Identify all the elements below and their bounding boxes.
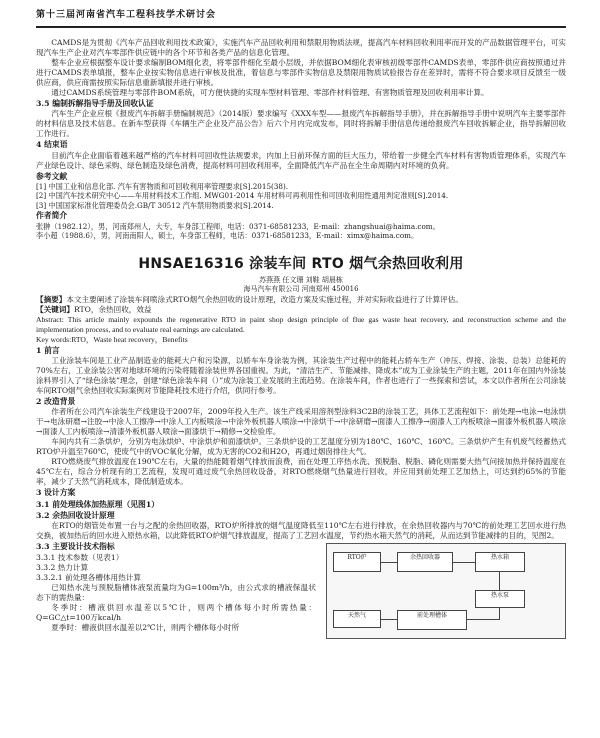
tank-box: 热水箱 (475, 552, 525, 572)
connector-line (467, 619, 499, 620)
running-header: 第十三届河南省汽车工程科技学术研讨会 (36, 0, 566, 28)
connector-line (499, 572, 500, 590)
author-bio-heading: 作者简介 (36, 211, 68, 221)
figure-diagram (326, 543, 566, 639)
abstract-text: 本文主要阐述了涂装车间喷涂式RTO烟气余热回收的设计原理，改造方案及实施过程，并对实际收益进行了计算评估。 (66, 294, 463, 304)
author-bio: 李小超（1988.6），男，河南南阳人，硕士，车身部工程师，电话：0371-68581233，E-mail：ximx@haima.com。 (36, 231, 419, 241)
section-heading: 3 设计方案 (36, 488, 76, 498)
section-heading: 2 改造背景 (36, 397, 76, 407)
subsection-heading: 3.2 余热回收设计原理 (36, 511, 115, 520)
paragraph: RTO燃烧废气排放温度在190℃左右，大量的热能随着烟气排放而浪费，而在处理工序热水洗、预脱脂、脱脂、磷化则需要大热气问接加热并保持温度在45℃左右，综合分析现有的工艺流程，发现可通过废气余热回收设备，对RTO燃烧烟气热量进行回收，并应用到前处理工艺加热上，可达到约65%的节能率，减少了天然气消耗成本，降低制造成本。 (36, 457, 566, 487)
bottom-text-column (36, 541, 316, 639)
paragraph: 整车企业应根据整车设计要求编制BOM细化表，将零部件细化至最小层级，并依据BOM细化表审核初级零部件CAMDS表单，零部件供应商按照通过并进行CAMDS表单填报，整车企业按实物信息进行审核及批准，着信息与零部件实物信息及禁限用物质试验报告存在差异时，需将不符合要求项目反馈至一级供应商，供应商需按照实际信息重新填报并进行审核。 (36, 57, 566, 87)
reference-item: [3] 中国国家标准化管理委员会.GB/T 30512 汽车禁用物质要求[S].2014. (36, 200, 274, 210)
paragraph: 目前汽车企业面临着越来越严格的汽车材料可回收性法规要求，内加上日前环保方面的巨大压力，带给着一步健全汽车材料有害物质管理体系，实现汽车产业绿色设计、绿色采购、绿色制造及绿色消费，提高材料可回收利用率，全面降低汽车产品在全生命周期内对环境的负荷。 (36, 150, 566, 170)
paragraph: CAMDS是为贯彻《汽车产品回收利用技术政策》，实施汽车产品回收利用和禁限用物质法规，提高汽车材料回收利用率而开发的产品数据管理平台，可实现汽车生产企业对汽车零部件供应链中的各个环节和各类产品的信息化管理。 (36, 37, 566, 57)
paragraph: 冬季时：槽液供回水温差以5℃计，则两个槽体每小时所需热量：Q=GC△t=100万kcal/h (36, 602, 316, 622)
section-heading: 4 结束语 (36, 140, 68, 150)
paragraph: 车间内共有二条烘炉，分别为电泳烘炉、中涂烘炉和面漆烘炉。三条烘炉设的工艺温度分别为180℃、160℃、160℃。三条烘炉产生有机废气经蓄热式RTO炉升温至760℃，使废气中的VOC氧化分解，成为无害的CO2和H2O，再通过烟囱排往大气。 (36, 437, 566, 457)
connector-line (499, 608, 500, 620)
pump-box: 热水泵 (475, 590, 525, 608)
subsection-heading: 3.3 主要设计技术指标 (36, 542, 115, 552)
section-heading: 3.5 编制拆解指导手册及回收认证 (36, 98, 154, 108)
abstract-label: 【摘要】 (36, 294, 67, 304)
recovery-box: 余热回收器 (397, 552, 453, 572)
paragraph: 工业涂装车间是工业产品制造业的能耗大户和污染源，以轿车车身涂装为例，其涂装生产过程中的能耗占轿车生产（冲压、焊接、涂装、总装）总能耗的70%左右，工业涂装公害对地球环境的污染将随着涂装世界各国重视。为此，“清洁生产、节能减排、降成本”成为工业涂装生产的主题，2011年在国内外涂装涂料界引入了“绿色涂装”理念，创建“绿色涂装车间（）”成为涂装工业发展的主流趋势。在涂装车间，作者也进行了一些探索和尝试，本文以作者所在公司涂装车间RTO烟气余热回收实际案例对节能降耗技术进行介绍，供同行参考。 (36, 355, 566, 396)
english-keywords: Key words:RTO，Waste heat recovery，Benefits (36, 334, 188, 344)
gas-box: 天然气 (333, 610, 381, 628)
subsection-heading: 3.3.2.1 前处理各槽体用热计算 (36, 572, 141, 582)
keywords-label: 【关键词】 (36, 304, 74, 314)
connector-line (381, 619, 397, 620)
paragraph: 夏季时：槽液供回水温差以2℃计，则两个槽体每小时所 (51, 622, 240, 632)
keywords-text: RTO，余热回收，效益 (73, 304, 152, 314)
reference-item: [2] 中国汽车技术研究中心——车用材料技术工作组. MWG01-2014 车用材料可再利用性和可回收利用性通用判定准则[S].2014. (36, 191, 449, 201)
connector-line (381, 562, 397, 563)
rto-box: RTO炉 (333, 552, 381, 572)
subsection-heading: 3.3.2 热力计算 (36, 562, 89, 572)
paragraph: 已知热水洗与预脱脂槽体液泵流量均为G=100m³/h，由公式求的槽液保温状态下的需热量： (36, 582, 316, 602)
subsection-heading: 3.1 前处理线体加热原理（见图1） (36, 499, 160, 509)
paragraph: 在RTO的烟管处布置一台与之配的余热回收器，RTO炉所排放的烟气温度降低至110℃左右进行排放，在余热回收器内与70℃的前处理工艺回水进行热交换，被加热后的回水进入原热水箱，以此降低RTO炉烟气排放温度，提高了工艺回水温度，节约热水箱天然气的消耗，从而达到节能减排的目的，见图2。 (36, 521, 566, 541)
connector-line (453, 562, 475, 563)
pretreat-box: 前处理槽体 (397, 610, 467, 630)
references-heading: 参考文献 (36, 171, 68, 181)
article-authors: 苏燕燕 任文珊 刘鞋 胡晨栋 (259, 276, 343, 285)
paragraph: 作者所在公司汽车涂装生产线建设于2007年，2009年投入生产。该生产线采用溶剂型涂料3C2B的涂装工艺，具体工艺流程如下：前处理→电泳→电泳烘干→电泳研磨→注胶→中涂人工擦净→中涂人工内板喷涂→中涂外板机器人喷涂→中涂烘干→中涂研磨→面漆人工擦净→面漆人工内板喷涂→面漆外板机器人喷涂→面漆人工内板喷涂→清漆外板机器人喷涂→面漆烘干→精修→交检验库。 (36, 407, 566, 437)
subsection-heading: 3.3.1 技术参数（见表1） (36, 552, 124, 562)
keywords (36, 305, 566, 315)
reference-item: [1] 中国工业和信息化部. 汽车有害物质和可回收利用率管理要求[S].2015(38). (36, 181, 289, 191)
paragraph: 通过CAMDS系统管理与零部件BOM系统，可方便快捷的实现车型材料管理、零部件材料管理、有害物质管理及回收利用率计算。 (51, 87, 489, 97)
bottom-row (36, 541, 566, 639)
paragraph: 汽车生产企业应根《报废汽车拆解手册编制规范》（2014版）要求编写《XXX车型——报废汽车拆解指导手册》，并在拆解指导手册中说明汽车主要零部件的材料信息及技术信息。在新车型获得《车辆生产企业及产品公告》后六个月内完成发布，同时将拆解手册信息传递给报废汽车回收拆解企业，指导拆解回收工作进行。 (36, 109, 566, 139)
article-affiliation: 海马汽车有限公司 河南郑州 450016 (243, 285, 359, 294)
english-abstract: Abstract: This article mainly expounds the regenerative RTO in paint shop design principle of flue gas waste heat recovery, and reconstruction scheme and the implementation process, and to evaluate real earnings are calculated. (36, 314, 566, 334)
author-bio: 张翀（1982.12），男，河南郑州人，大专，车身部工程师，电话：0371-68581233，E-mail：zhangshuai@haima.com。 (36, 221, 440, 231)
section-heading: 1 前言 (36, 345, 60, 355)
article-title: HNSAE16316 涂装车间 RTO 烟气余热回收利用 (138, 255, 464, 272)
abstract (36, 295, 566, 305)
